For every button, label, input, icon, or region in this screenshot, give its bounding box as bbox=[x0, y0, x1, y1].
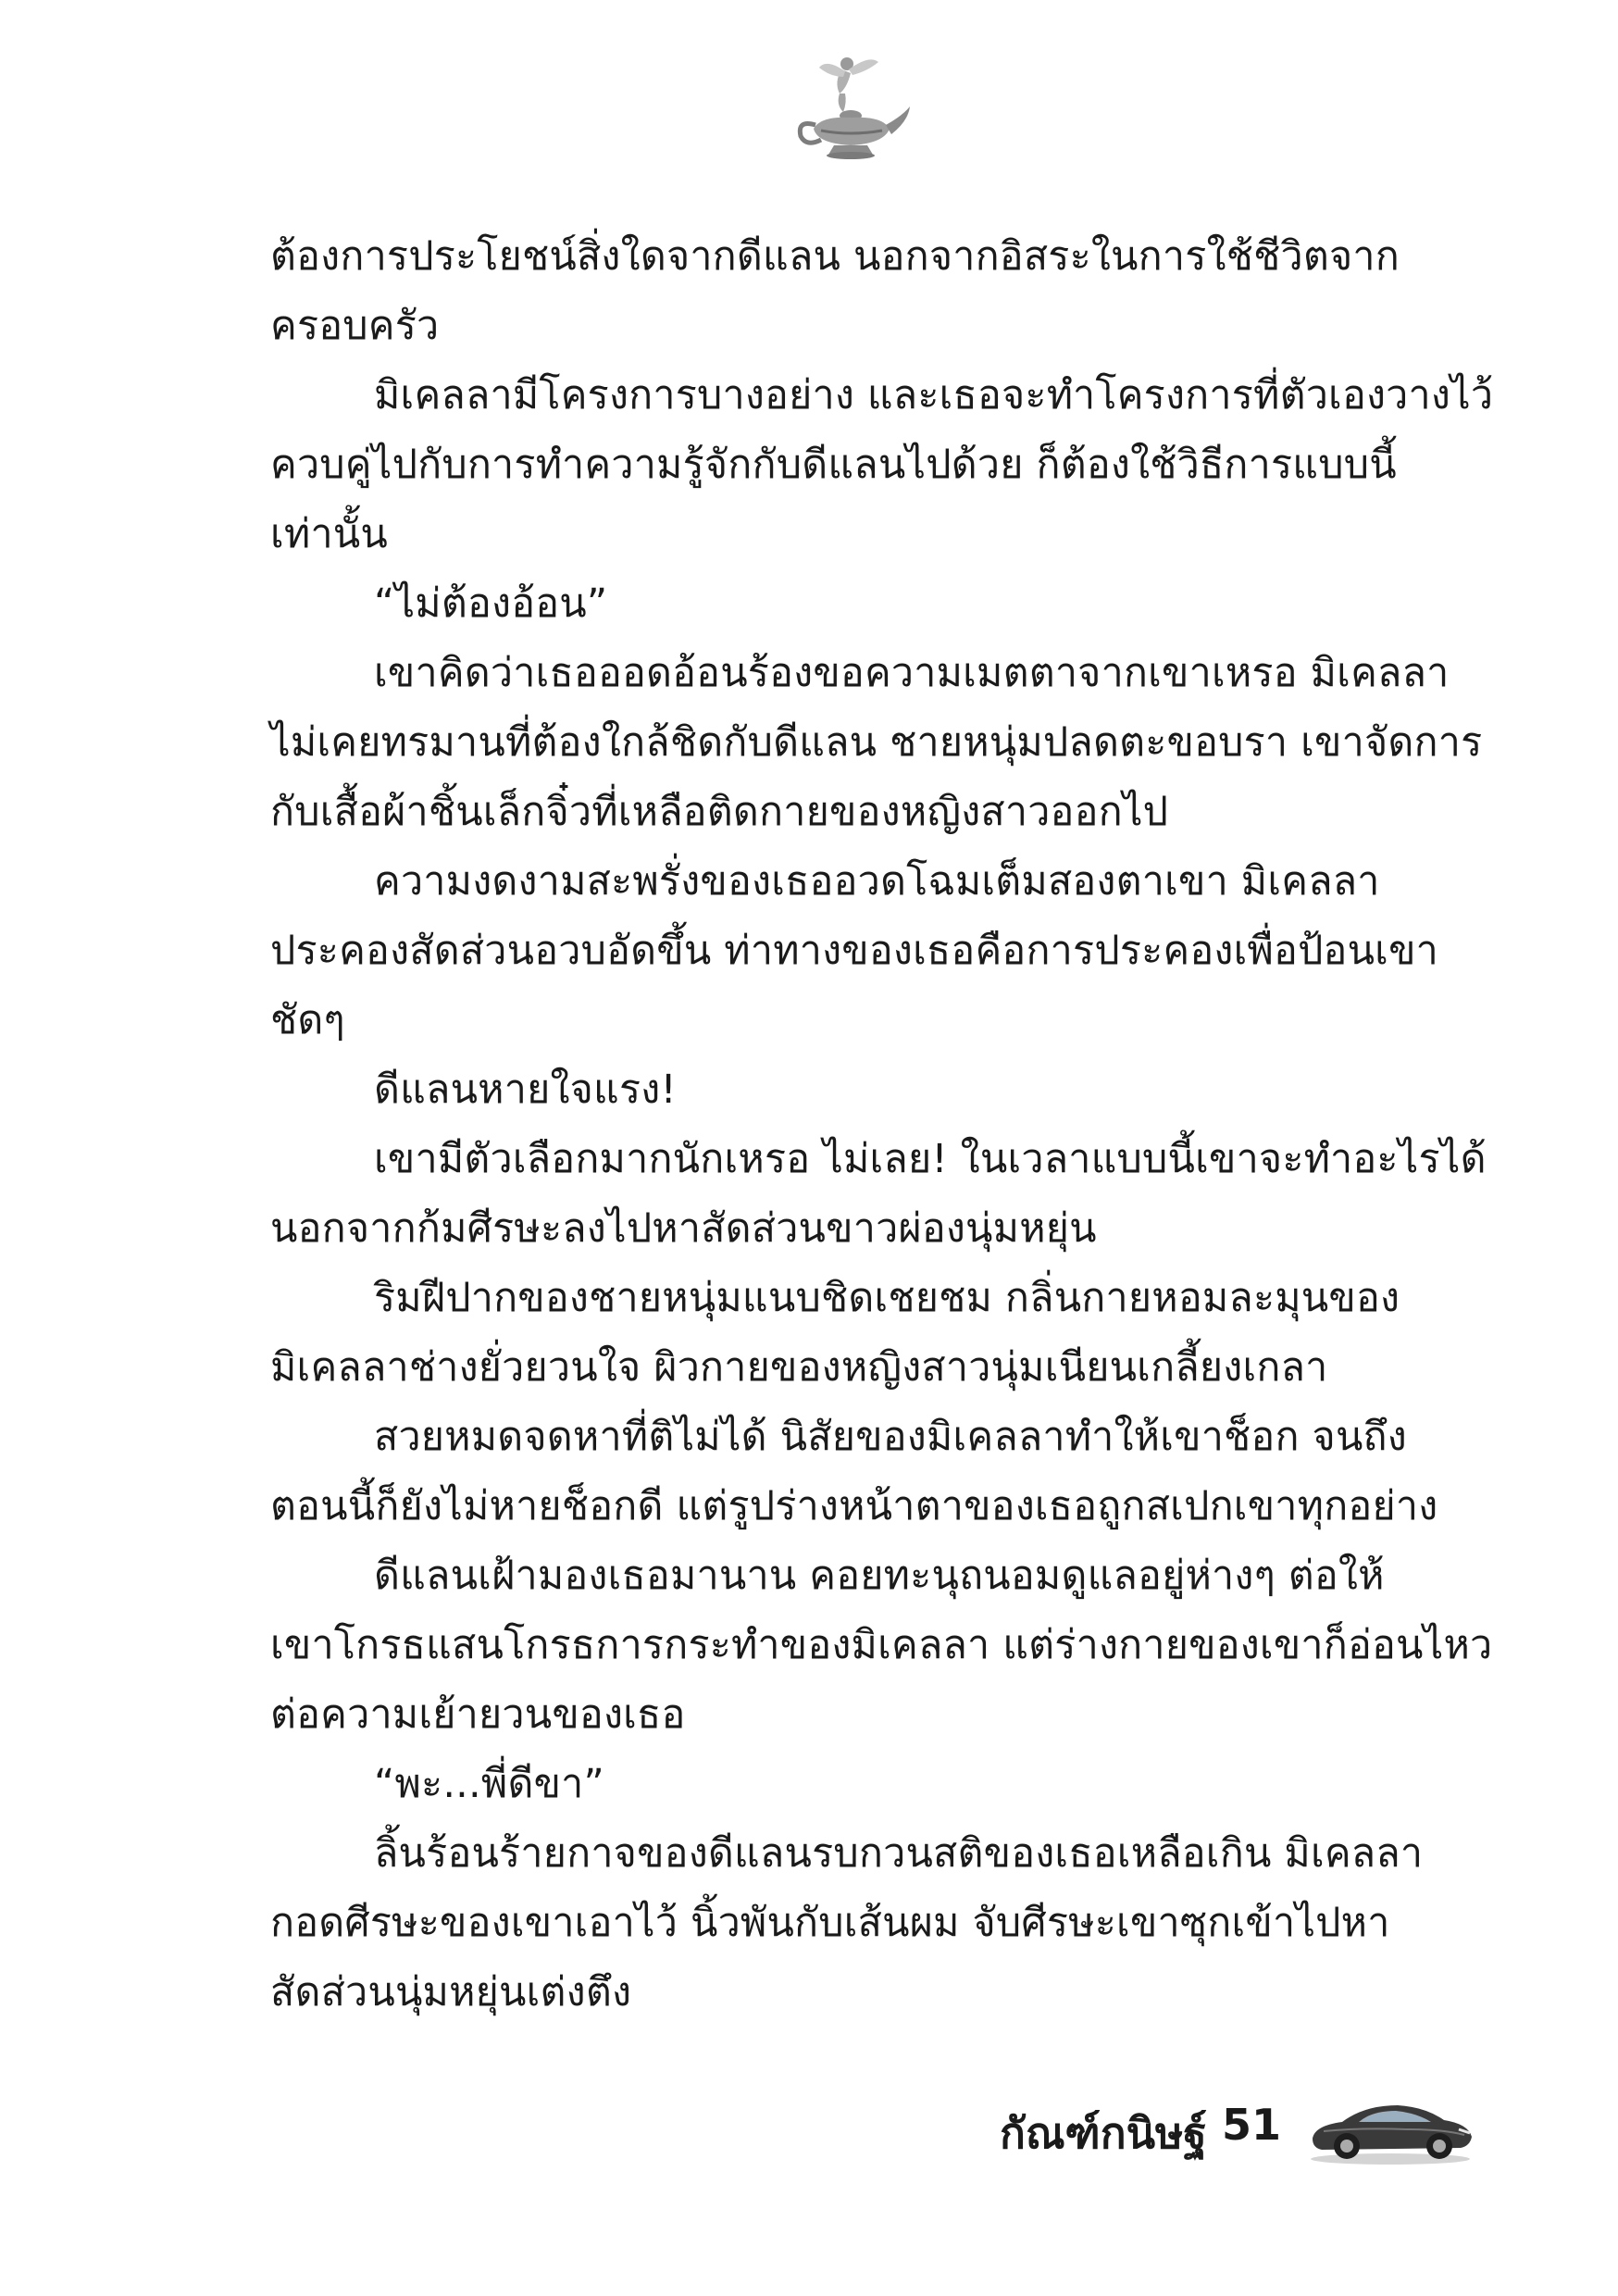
paragraph bbox=[270, 1125, 1487, 1264]
text-line: “ไม่ต้องอ้อน” bbox=[374, 580, 608, 627]
text-line: สวยหมดจดหาที่ติไม่ได้ นิสัยของมิเคลลาทำให้เขาช็อก จนถึง bbox=[374, 1414, 1407, 1460]
paragraph bbox=[270, 361, 1494, 569]
paragraph bbox=[270, 1750, 1474, 1819]
text-line: นอกจากก้มศีรษะลงไปหาสัดส่วนขาวผ่องนุ่มหยุ่น bbox=[270, 1205, 1097, 1252]
text-line: สัดส่วนนุ่มหยุ่นเต่งตึง bbox=[270, 1969, 632, 2015]
text-line: ลิ้นร้อนร้ายกาจของดีแลนรบกวนสติของเธอเหลือเกิน มิเคลลา bbox=[374, 1830, 1424, 1877]
paragraph bbox=[270, 847, 1474, 1055]
paragraph bbox=[270, 639, 1483, 847]
text-line: ไม่เคยทรมานที่ต้องใกล้ชิดกับดีแลน ชายหนุ่มปลดตะขอบรา เขาจัดการ bbox=[270, 719, 1483, 766]
text-line: เขาคิดว่าเธอออดอ้อนร้องขอความเมตตาจากเขาเหรอ มิเคลลา bbox=[374, 650, 1450, 696]
paragraph bbox=[270, 222, 1474, 361]
genie-lamp-emblem-icon bbox=[793, 51, 914, 167]
text-line: ตอนนี้ก็ยังไม่หายช็อกดี แต่รูปร่างหน้าตาของเธอถูกสเปกเขาทุกอย่าง bbox=[270, 1483, 1438, 1529]
paragraph bbox=[270, 1055, 1474, 1125]
text-line: ดีแลนหายใจแรง! bbox=[374, 1067, 677, 1113]
paragraph bbox=[270, 569, 1474, 639]
text-line: เขามีตัวเลือกมากนักเหรอ ไม่เลย! ในเวลาแบบนี้เขาจะทำอะไรได้ bbox=[374, 1136, 1487, 1182]
paragraph bbox=[270, 1264, 1474, 1403]
text-line: ควบคู่ไปกับการทำความรู้จักกับดีแลนไปด้วย ก็ต้องใช้วิธีการแบบนี้ bbox=[270, 442, 1397, 488]
text-line: ต่อความเย้ายวนของเธอ bbox=[270, 1691, 686, 1738]
text-line: ประคองสัดส่วนอวบอัดขึ้น ท่าทางของเธอคือการประคองเพื่อป้อนเขา bbox=[270, 928, 1439, 974]
paragraph bbox=[270, 1541, 1493, 1750]
paragraph bbox=[270, 1403, 1474, 1541]
text-line: ต้องการประโยชน์สิ่งใดจากดีแลน นอกจากอิสระในการใช้ชีวิตจาก bbox=[270, 233, 1400, 280]
text-line: ริมฝีปากของชายหนุ่มแนบชิดเชยชม กลิ่นกายหอมละมุนของ bbox=[374, 1275, 1400, 1321]
text-line: “พะ...พี่ดีขา” bbox=[374, 1761, 605, 1807]
text-line: ความงดงามสะพรั่งของเธออวดโฉมเต็มสองตาเขา มิเคลลา bbox=[374, 858, 1380, 905]
text-line: มิเคลลาช่างยั่วยวนใจ ผิวกายของหญิงสาวนุ่มเนียนเกลี้ยงเกลา bbox=[270, 1344, 1328, 1391]
text-line: เขาโกรธแสนโกรธการกระทำของมิเคลลา แต่ร่างกายของเขาก็อ่อนไหว bbox=[270, 1622, 1493, 1668]
text-line: กอดศีรษะของเขาเอาไว้ นิ้วพันกับเส้นผม จับศีรษะเขาซุกเข้าไปหา bbox=[270, 1900, 1390, 1946]
sports-car-icon bbox=[1305, 2085, 1476, 2168]
page-footer bbox=[1000, 2074, 1481, 2176]
text-line: มิเคลลามีโครงการบางอย่าง และเธอจะทำโครงการที่ตัวเองวางไว้ bbox=[374, 372, 1494, 418]
page-number: 51 bbox=[1222, 2100, 1282, 2150]
text-line: ชัดๆ bbox=[270, 997, 345, 1043]
author-name: กัณฑ์กนิษฐ์ bbox=[1000, 2108, 1207, 2158]
text-line: เท่านั้น bbox=[270, 511, 388, 557]
text-line: กับเสื้อผ้าชิ้นเล็กจิ๋วที่เหลือติดกายของหญิงสาวออกไป bbox=[270, 789, 1169, 835]
text-line: ดีแลนเฝ้ามองเธอมานาน คอยทะนุถนอมดูแลอยู่ห่างๆ ต่อให้ bbox=[374, 1553, 1385, 1599]
body-text bbox=[270, 222, 1494, 2028]
paragraph bbox=[270, 1819, 1474, 2028]
text-line: ครอบครัว bbox=[270, 303, 440, 349]
